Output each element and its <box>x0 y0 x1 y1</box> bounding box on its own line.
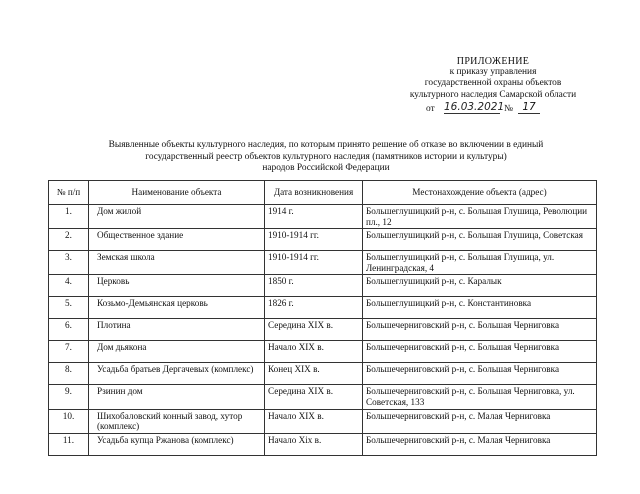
table-row <box>49 297 597 319</box>
cell-address: Большеглушицкий р-н, с. Константиновка <box>363 297 597 319</box>
column-header: Наименование объекта <box>89 181 265 205</box>
cell-date: 1826 г. <box>265 297 363 319</box>
number-label: № <box>504 103 513 114</box>
cell-address: Большеглушицкий р-н, с. Большая Глушица, Советская <box>363 229 597 251</box>
objects-table <box>48 180 597 456</box>
cell-number: 5. <box>49 297 89 319</box>
cell-date: 1910-1914 гг. <box>265 229 363 251</box>
table-row <box>49 341 597 363</box>
cell-number: 8. <box>49 363 89 385</box>
cell-name: Рзинин дом <box>89 385 265 409</box>
column-header: Местонахождение объекта (адрес) <box>363 181 597 205</box>
order-number: 17 <box>518 101 540 114</box>
cell-name: Козьмо-Демьянская церковь <box>89 297 265 319</box>
cell-date: Начало XIX в. <box>265 341 363 363</box>
cell-address: Большеглушицкий р-н, с. Большая Глушица, Революции пл., 12 <box>363 205 597 229</box>
cell-name: Церковь <box>89 275 265 297</box>
table-row <box>49 385 597 409</box>
appendix-title: ПРИЛОЖЕНИЕ <box>456 56 530 67</box>
cell-address: Большечерниговский р-н, с. Большая Черниговка, ул. Советская, 133 <box>363 385 597 409</box>
cell-number: 11. <box>49 433 89 455</box>
cell-address: Большечерниговский р-н, с. Большая Черниговка <box>363 363 597 385</box>
cell-address: Большечерниговский р-н, с. Малая Черниговка <box>363 433 597 455</box>
table-row <box>49 205 597 229</box>
table-row <box>49 409 597 433</box>
appendix-line: государственной охраны объектов <box>424 78 562 89</box>
order-date-line <box>398 102 588 116</box>
from-label: от <box>426 103 435 114</box>
table-row <box>49 251 597 275</box>
cell-date: Начало XIX в. <box>265 409 363 433</box>
cell-name: Плотина <box>89 319 265 341</box>
cell-name: Земская школа <box>89 251 265 275</box>
table-row <box>49 319 597 341</box>
cell-date: 1914 г. <box>265 205 363 229</box>
table-row <box>49 229 597 251</box>
cell-number: 1. <box>49 205 89 229</box>
column-header: № п/п <box>49 181 89 205</box>
cell-name: Дом дьякона <box>89 341 265 363</box>
cell-number: 9. <box>49 385 89 409</box>
cell-address: Большеглушицкий р-н, с. Каралык <box>363 275 597 297</box>
cell-number: 6. <box>49 319 89 341</box>
cell-date: 1850 г. <box>265 275 363 297</box>
cell-name: Усадьба купца Ржанова (комплекс) <box>89 433 265 455</box>
cell-date: Середина XIX в. <box>265 319 363 341</box>
column-header: Дата возникновения <box>265 181 363 205</box>
cell-number: 7. <box>49 341 89 363</box>
cell-date: Середина XIX в. <box>265 385 363 409</box>
table-row <box>49 363 597 385</box>
cell-name: Дом жилой <box>89 205 265 229</box>
cell-address: Большечерниговский р-н, с. Малая Черниговка <box>363 409 597 433</box>
appendix-line: культурного наследия Самарской области <box>409 89 577 100</box>
cell-number: 10. <box>49 409 89 433</box>
cell-name: Общественное здание <box>89 229 265 251</box>
appendix-block <box>398 56 588 116</box>
cell-date: Конец XIX в. <box>265 363 363 385</box>
order-date: 16.03.2021 <box>444 100 505 113</box>
table-row <box>49 433 597 455</box>
cell-name: Усадьба братьев Дергачевых (комплекс) <box>89 363 265 385</box>
table-header-row <box>49 181 597 205</box>
cell-address: Большечерниговский р-н, с. Большая Черниговка <box>363 319 597 341</box>
cell-name: Шихобаловский конный завод, хутор (комплекс) <box>89 409 265 433</box>
table-row <box>49 275 597 297</box>
cell-number: 4. <box>49 275 89 297</box>
heading-line: государственный реестр объектов культурного наследия (памятников истории и культуры) <box>145 151 507 162</box>
cell-date: 1910-1914 гг. <box>265 251 363 275</box>
cell-address: Большечерниговский р-н, с. Большая Черниговка <box>363 341 597 363</box>
heading-line: народов Российской Федерации <box>262 163 390 174</box>
cell-address: Большеглушицкий р-н, с. Большая Глушица, ул. Ленинградская, 4 <box>363 251 597 275</box>
cell-date: Начало Xix в. <box>265 433 363 455</box>
cell-number: 2. <box>49 229 89 251</box>
appendix-line: к приказу управления <box>449 67 537 78</box>
heading-line: Выявленные объекты культурного наследия, по которым принято решение об отказе во включении в единый <box>108 140 544 150</box>
cell-number: 3. <box>49 251 89 275</box>
document-heading <box>76 140 576 175</box>
